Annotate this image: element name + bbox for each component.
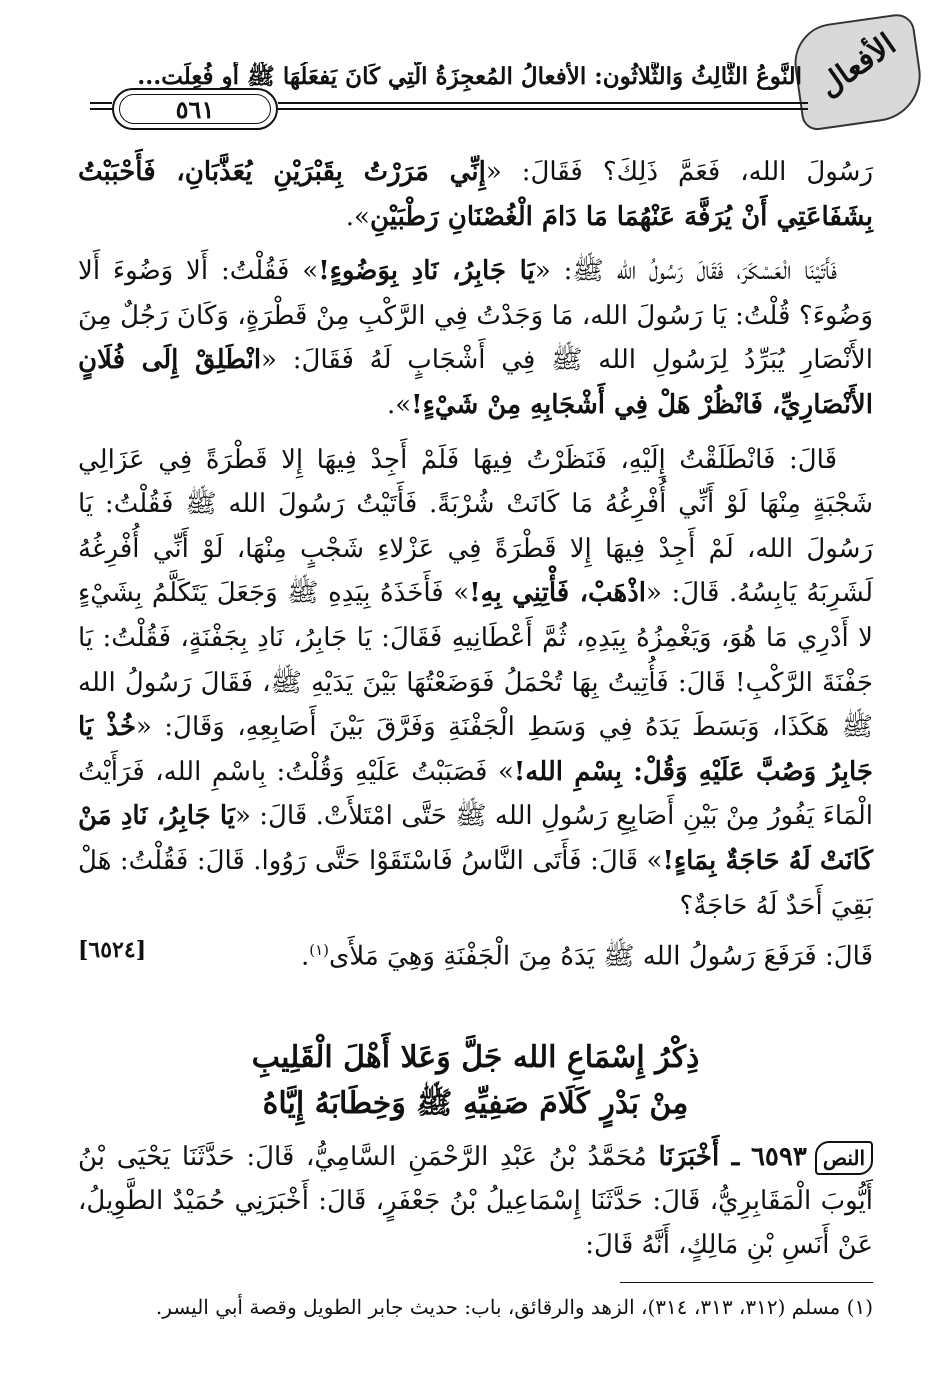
- closing-sentence: قَالَ: فَرَفَعَ رَسُولُ الله ﷺ يَدَهُ مِنَ الْجَفْنَةِ وَهِيَ مَلأَى: [328, 941, 873, 972]
- page-number: ٥٦١: [119, 94, 271, 124]
- text-segment: » فَأَخَذَهُ بِيَدِهِ ﷺ وَجَعَلَ يَتَكَلَّمُ بِشَيْءٍ لا أَدْرِي مَا هُوَ، وَيَغْمِزُهُ بِيَدِهِ، ثُمَّ أَعْطَانِيهِ فَقَالَ: يَا جَابِرُ، نَادِ بِجَفْنَةٍ، فَقُلْتُ: يَا جَفْنَةَ الرَّكْبِ! قَالَ: فَأُتِيتُ بِهَا تُحْمَلُ فَوَضَعْتُهَا بَيْنَ يَدَيْهِ ﷺ، فَقَالَ رَسُولُ الله ﷺ هَكَذَا، وَبَسَطَ يَدَهُ فِي وَسَطِ الْجَفْنَةِ وَفَرَّقَ بَيْنَ أَصَابِعِهِ، وَقَالَ: «: [78, 578, 874, 743]
- header-rule-top: [278, 102, 808, 104]
- heading-line-1: ذِكْرُ إِسْمَاعِ الله جَلَّ وَعَلا أَهْلَ الْقَلِيبِ: [251, 1040, 700, 1075]
- text-segment: فَأَتَيْنَا الْعَسْكَرَ، فَقَالَ رَسُولُ الله ﷺ: «: [534, 256, 837, 287]
- header-rule-bottom: [278, 108, 808, 110]
- text-segment: » فَصَبَبْتُ عَلَيْهِ وَقُلْتُ: بِاسْمِ الله، فَرَأَيْتُ الْمَاءَ يَفُورُ مِنْ بَيْنِ أَصَابِعِ رَسُولِ الله ﷺ حَتَّى امْتَلأَتْ. قَالَ: «: [78, 756, 873, 832]
- bold-quote: يَا جَابِرُ، نَادِ بِوَضُوءٍ!: [318, 256, 535, 287]
- running-title: النَّوعُ الثَّالِثُ وَالثَّلاثُون: الأفعالُ المُعجِزَةُ الَّتِي كَانَ يَفعَلُهَا ﷺ أَو فُعِلَت...: [137, 63, 802, 90]
- text-segment: » فَقُلْتُ: أَلا وَضُوءَ أَلا وَضُوءَ؟ قُلْتُ: يَا رَسُولَ الله، مَا وَجَدْتُ فِي الرَّكْبِ مِنْ قَطْرَةٍ، وَكَانَ رَجُلٌ مِنَ الأَنْصَارِ يُبَرِّدُ لِرَسُولِ الله ﷺ فِي أَشْجَابٍ لَهُ فَقَالَ: «: [78, 256, 873, 376]
- text-segment: » قَالَ: فَأَتَى النَّاسُ فَاسْتَقَوْا حَتَّى رَوُوا. قَالَ: فَقُلْتُ: هَلْ بَقِيَ أَحَدٌ لَهُ حَاجَةٌ؟: [78, 845, 873, 921]
- hadith-reference: [٦٥٢٤]: [78, 937, 147, 964]
- paragraph: [78, 438, 873, 929]
- text-badge: النص: [815, 1141, 873, 1175]
- hadith-lead: ـ أَخْبَرَنَا: [658, 1142, 740, 1172]
- bold-quote: خُذْ يَا جَابِرُ وَصُبَّ عَلَيْهِ وَقُلْ: بِسْمِ الله!: [78, 712, 873, 787]
- page-number-frame: [112, 88, 278, 130]
- hadith-number: ٦٥٩٣: [750, 1142, 807, 1172]
- footnote-marker[interactable]: (١): [309, 941, 329, 960]
- footnote-number: (١): [846, 1295, 873, 1319]
- header-rule-left-bottom: [90, 108, 112, 110]
- paragraph: [78, 249, 873, 427]
- bold-quote: انْطَلِقْ إِلَى فُلَانٍ الأَنْصَارِيِّ، فَانْظُرْ هَلْ فِي أَشْجَابِهِ مِنْ شَيْءٍ!: [78, 345, 873, 420]
- header-rule-left-top: [90, 102, 112, 104]
- main-text: [78, 150, 873, 979]
- closing-text: [301, 928, 873, 979]
- hadith-chain: مُحَمَّدُ بْنُ عَبْدِ الرَّحْمَنِ السَّامِيُّ، قَالَ: حَدَّثَنَا يَحْيَى بْنُ أَيُّوبَ الْمَقَابِرِيُّ، قَالَ: حَدَّثَنَا إِسْمَاعِيلُ بْنُ جَعْفَرٍ، قَالَ: أَخْبَرَنِي حُمَيْدٌ الطَّوِيلُ، عَنْ أَنَسِ بْنِ مَالِكٍ، أَنَّهُ قَالَ:: [78, 1142, 873, 1260]
- bold-quote: إِنِّي مَرَرْتُ بِقَبْرَيْنِ يُعَذَّبَانِ، فَأَحْبَبْتُ بِشَفَاعَتِي أَنْ يُرَفَّهَ عَنْهُمَا مَا دَامَ الْغُصْنَانِ رَطْبَيْنِ: [78, 157, 873, 232]
- closing-period: .: [300, 941, 310, 972]
- footnote-divider: [620, 1282, 873, 1283]
- footnote: [78, 1292, 873, 1322]
- footnote-text: مسلم (٣١٢، ٣١٣، ٣١٤)، الزهد والرقائق، باب: حديث جابر الطويل وقصة أبي اليسر.: [155, 1295, 841, 1319]
- section-heading: [78, 1035, 873, 1127]
- closing-line: [78, 928, 873, 979]
- text-segment: ».: [345, 201, 370, 232]
- bold-quote: اذْهَبْ، فَأْتِنِي بِهِ!: [469, 578, 647, 609]
- paragraph: [78, 150, 873, 239]
- hadith-block: [78, 1135, 873, 1267]
- bold-quote: يَا جَابِرُ، نَادِ مَنْ كَانَتْ لَهُ حَاجَةٌ بِمَاءٍ!: [78, 801, 873, 876]
- chapter-tab-label: الأفعال: [812, 26, 903, 105]
- text-segment: رَسُولَ الله، فَعَمَّ ذَلِكَ؟ فَقَالَ: «: [485, 157, 874, 187]
- text-segment: ».: [386, 389, 412, 420]
- page-header: [90, 20, 920, 130]
- text-segment: قَالَ: فَانْطَلَقْتُ إِلَيْهِ، فَنَظَرْتُ فِيهَا فَلَمْ أَجِدْ فِيهَا إِلا قَطْرَةً فِي عَزَالِي شَجْبَةٍ مِنْهَا لَوْ أَنِّي أُفْرِغُهُ مَا كَانَتْ شُرْبَةً. فَأَتَيْتُ رَسُولَ الله ﷺ فَقُلْتُ: يَا رَسُولَ الله، لَمْ أَجِدْ فِيهَا إِلا قَطْرَةً فِي عَزْلاءِ شَجْبٍ مِنْهَا، لَوْ أَنِّي أُفْرِغُهُ لَشَرِبَهُ يَابِسُهُ. قَالَ: «: [78, 444, 874, 609]
- heading-line-2: مِنْ بَدْرٍ كَلَامَ صَفِيِّهِ ﷺ وَخِطَابَهُ إِيَّاهُ: [262, 1086, 689, 1121]
